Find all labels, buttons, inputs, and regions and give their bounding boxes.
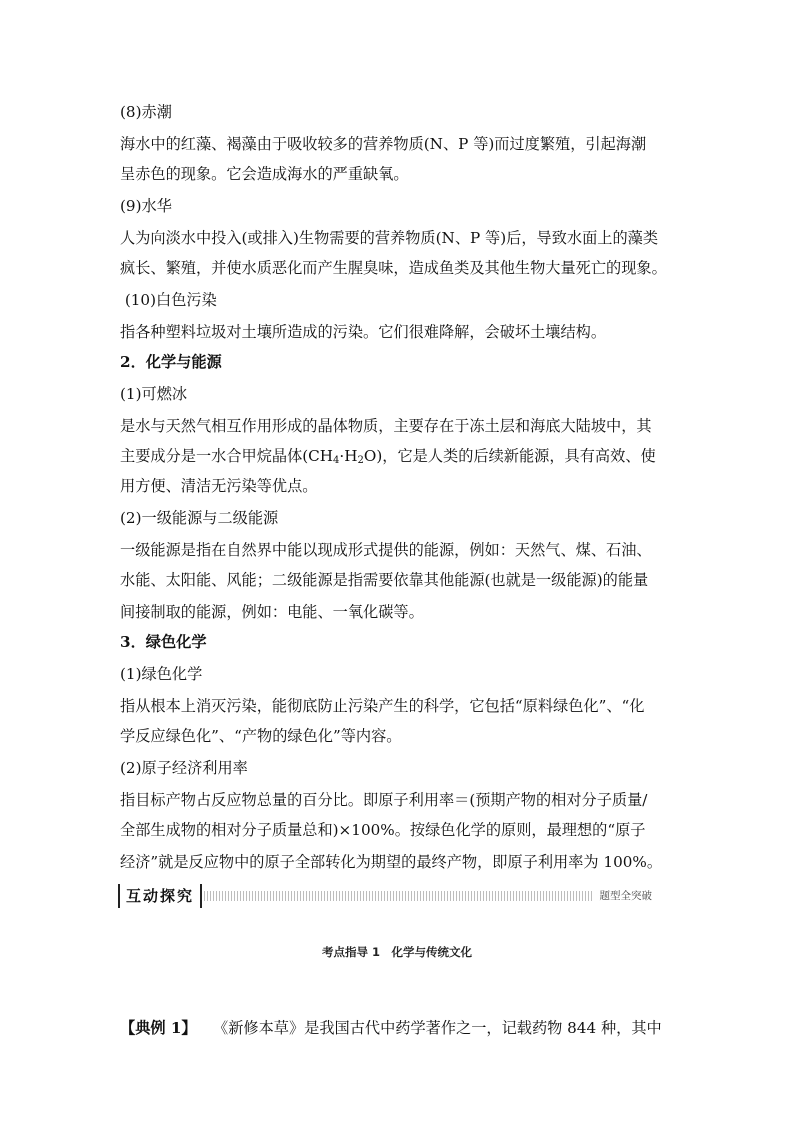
- example-line: [120, 1018, 680, 1038]
- formula-text: ·H: [339, 447, 358, 465]
- combustible-ice-title: (1)可燃冰: [120, 385, 188, 403]
- combustible-ice-text-line: 用方便、清洁无污染等优点。: [120, 477, 318, 495]
- water-bloom-title: (9)水华: [120, 197, 172, 215]
- banner-subtitle: 题型全突破: [592, 887, 681, 905]
- subscript: 4: [333, 455, 340, 466]
- combustible-ice-text-line: [120, 446, 680, 471]
- example-tag: 【典例 1】: [120, 1019, 197, 1037]
- water-bloom-text-line: 人为向淡水中投入(或排入)生物需要的营养物质(N、P 等)后，导致水面上的藻类: [120, 229, 659, 247]
- atom-economy-text-line: 全部生成物的相对分子质量总和)×100%。按绿色化学的原则，最理想的“原子: [120, 821, 646, 839]
- energy-levels-text-line: 水能、太阳能、风能；二级能源是指需要依靠其他能源(也就是一级能源)的能量: [120, 571, 649, 589]
- section-banner: [118, 884, 680, 910]
- red-tide-text-line: 呈赤色的现象。它会造成海水的严重缺氧。: [120, 165, 409, 183]
- green-chemistry-title: (1)绿色化学: [120, 665, 203, 683]
- white-pollution-title: (10)白色污染: [120, 291, 217, 309]
- topic-title: 考点指导 1 化学与传统文化: [321, 945, 472, 959]
- green-chemistry-heading: 3．绿色化学: [120, 633, 207, 651]
- atom-economy-text-line: 指目标产物占反应物总量的百分比。即原子利用率＝(预期产物的相对分子质量/: [120, 791, 648, 809]
- water-bloom-text-line: 疯长、繁殖，并使水质恶化而产生腥臭味，造成鱼类及其他生物大量死亡的现象。: [120, 259, 667, 277]
- energy-levels-text-line: 间接制取的能源，例如：电能、一氧化碳等。: [120, 603, 424, 621]
- green-chemistry-text-line: 学反应绿色化”、“产物的绿色化”等内容。: [120, 727, 402, 745]
- energy-levels-title: (2)一级能源与二级能源: [120, 509, 279, 527]
- formula-text: O)，它是人类的后续新能源，具有高效、使: [363, 447, 656, 465]
- green-chemistry-text-line: 指从根本上消灭污染，能彻底防止污染产生的科学，它包括“原料绿色化”、“化: [120, 697, 645, 715]
- red-tide-text-line: 海水中的红藻、褐藻由于吸收较多的营养物质(N、P 等)而过度繁殖，引起海潮: [120, 135, 647, 153]
- white-pollution-text-line: 指各种塑料垃圾对土壤所造成的污染。它们很难降解，会破坏土壤结构。: [120, 323, 606, 341]
- energy-levels-text-line: 一级能源是指在自然界中能以现成形式提供的能源，例如：天然气、煤、石油、: [120, 541, 652, 559]
- energy-heading: 2．化学与能源: [120, 353, 222, 371]
- combustible-ice-text-line: 是水与天然气相互作用形成的晶体物质，主要存在于冻土层和海底大陆坡中，其: [120, 417, 652, 435]
- banner-label: 互动探究: [118, 884, 202, 908]
- atom-economy-title: (2)原子经济利用率: [120, 759, 248, 777]
- formula-text: 主要成分是一水合甲烷晶体(CH: [120, 447, 334, 465]
- subscript: 2: [357, 455, 364, 466]
- example-text: 《新修本草》是我国古代中药学著作之一，记载药物 844 种，其中: [220, 1019, 662, 1037]
- red-tide-title: (8)赤潮: [120, 103, 172, 121]
- atom-economy-text-line: 经济”就是反应物中的原子全部转化为期望的最终产物，即原子利用率为 100%。: [120, 853, 663, 871]
